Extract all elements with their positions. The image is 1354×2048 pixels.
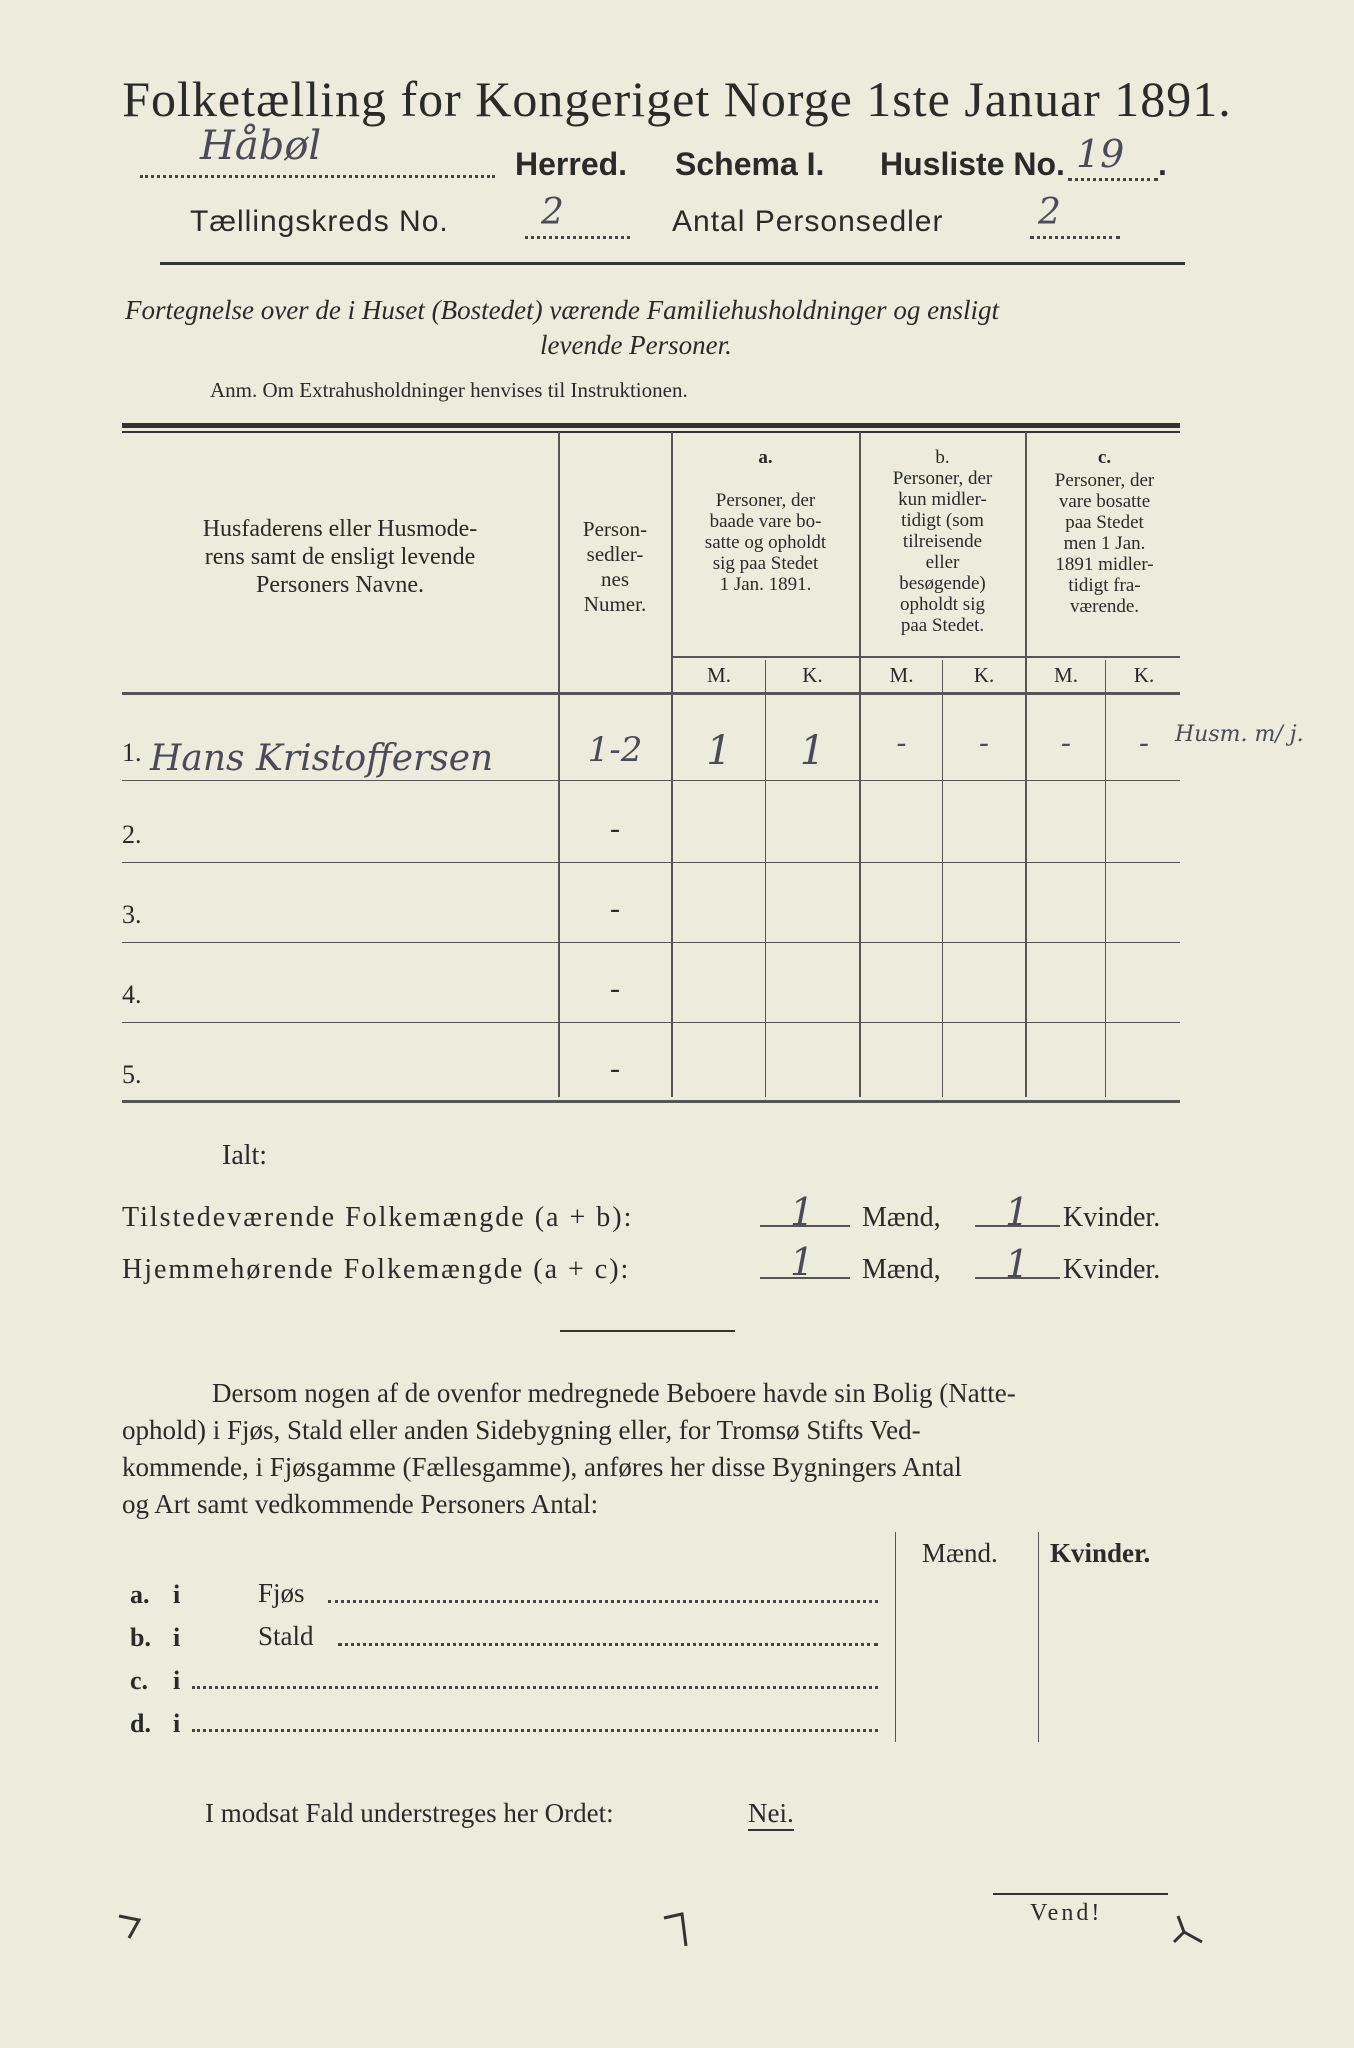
- tilst-label: Tilstedeværende Folkemængde (a + b):: [122, 1202, 634, 1233]
- col-header-b-line: tidigt (som: [901, 510, 984, 531]
- schema-label: Schema I.: [675, 146, 825, 182]
- separator-rule: [560, 1330, 735, 1332]
- tilst-k-value: 1: [1005, 1190, 1030, 1234]
- col-header-c-line: tidigt fra-: [1068, 575, 1141, 596]
- antal-value: 2: [1038, 192, 1061, 233]
- kvinder-label: Kvinder.: [1063, 1202, 1161, 1233]
- col-header-b-line: eller: [925, 552, 960, 573]
- buildings-paragraph: [122, 1375, 1182, 1523]
- k-label: K.: [1133, 663, 1155, 687]
- building-key: a.: [130, 1580, 150, 1609]
- table-top-rule: [122, 423, 1180, 428]
- table-bottom-rule: [122, 1100, 1180, 1103]
- header-rule: [160, 262, 1185, 265]
- col-header-a-line: baade vare bo-: [709, 511, 822, 532]
- col-header-b-line: Personer, der: [892, 468, 993, 489]
- row-rule: [122, 1022, 1180, 1023]
- buildings-divider: [895, 1532, 896, 1742]
- vend-rule: [993, 1893, 1168, 1895]
- corner-mark-icon: [1170, 1912, 1206, 1948]
- intro-line2: levende Personer.: [540, 330, 732, 360]
- row-rule: [122, 862, 1180, 863]
- ialt-label: Ialt:: [222, 1140, 268, 1171]
- sedler-number: 1-2: [587, 730, 643, 770]
- modsat-text: I modsat Fald understreges her Ordet:: [205, 1798, 614, 1828]
- row-rule: [122, 942, 1180, 943]
- building-key: d.: [130, 1709, 151, 1738]
- m-label: M.: [707, 663, 731, 687]
- k-label: K.: [802, 663, 823, 687]
- col-header-c-line: værende.: [1069, 596, 1140, 617]
- building-key: b.: [130, 1623, 151, 1652]
- col-header-a-line: sig paa Stedet: [712, 553, 819, 574]
- sedler-number: -: [610, 972, 620, 1005]
- b-m-value: -: [896, 726, 907, 761]
- sedler-number: -: [610, 892, 620, 925]
- herred-value: Håbøl: [200, 123, 322, 169]
- col-header-b-line: paa Stedet.: [900, 615, 985, 636]
- hjem-m-value: 1: [790, 1240, 815, 1284]
- col-header-b-line: tilreisende: [902, 531, 983, 552]
- sedler-number: -: [610, 1052, 620, 1085]
- c-k-value: -: [1138, 726, 1150, 761]
- anm-note: Anm. Om Extrahusholdninger henvises til Instruktionen.: [210, 378, 688, 402]
- b-k-value: -: [978, 726, 990, 761]
- row-number: 5.: [122, 1060, 142, 1089]
- kreds-field: [525, 192, 630, 239]
- col-header-c-line: men 1 Jan.: [1063, 533, 1146, 554]
- antal-label: Antal Personsedler: [672, 205, 944, 238]
- paragraph-line: kommende, i Fjøsgamme (Fællesgamme), anføres her disse Bygningers Antal: [122, 1452, 962, 1482]
- paragraph-line: ophold) i Fjøs, Stald eller anden Sidebygning eller, for Tromsø Stifts Ved-: [122, 1415, 921, 1445]
- col-header-a-line: 1 Jan. 1891.: [719, 574, 812, 595]
- a-m-value: 1: [706, 728, 732, 774]
- col-header-c-line: vare bosatte: [1058, 491, 1151, 512]
- hjem-k-value: 1: [1005, 1242, 1030, 1286]
- header-bottom-rule: [122, 692, 1180, 695]
- row-number: 1.: [122, 738, 142, 767]
- col-header-b-line: besøgende): [899, 573, 986, 594]
- col-header-number-line: sedler-: [586, 542, 644, 566]
- mk-rule: [671, 656, 1180, 658]
- row-number: 3.: [122, 900, 142, 929]
- building-dots: [338, 1643, 878, 1646]
- kreds-value: 2: [541, 192, 564, 233]
- c-m-value: -: [1060, 726, 1072, 761]
- col-header-b-line: opholdt sig: [900, 594, 985, 615]
- building-dots: [192, 1729, 878, 1732]
- buildings-kvinder-head: Kvinder.: [1050, 1538, 1151, 1568]
- building-dots: [328, 1600, 878, 1603]
- building-i: i: [173, 1709, 181, 1738]
- col-header-name-line: Personers Navne.: [256, 572, 424, 598]
- maend-label: Mænd,: [862, 1202, 941, 1233]
- col-header-number-line: Numer.: [583, 592, 647, 616]
- husliste-label: Husliste No.: [880, 146, 1065, 182]
- building-dots: [192, 1686, 878, 1689]
- husliste-field: [1068, 132, 1158, 181]
- col-header-c-key: c.: [1097, 447, 1112, 468]
- col-header-c: [1027, 447, 1182, 617]
- col-header-a-line: Personer, der: [715, 490, 816, 511]
- antal-field: [1030, 192, 1120, 239]
- corner-mark-icon: [660, 1910, 690, 1950]
- col-header-b-key: b.: [935, 447, 950, 468]
- herred-field: [140, 123, 495, 178]
- corner-mark-icon: [115, 1910, 145, 1940]
- col-header-b: [861, 447, 1024, 636]
- building-i: i: [173, 1623, 181, 1652]
- col-header-a: [673, 447, 858, 595]
- building-i: i: [173, 1666, 181, 1695]
- col-header-name-line: Husfaderens eller Husmode-: [202, 516, 478, 542]
- table-top-rule-2: [122, 431, 1180, 433]
- paragraph-line: Dersom nogen af de ovenfor medregnede Beboere havde sin Bolig (Natte-: [212, 1378, 1016, 1408]
- row-number: 4.: [122, 980, 142, 1009]
- vend-text: Vend!: [1030, 1900, 1103, 1926]
- buildings-maend-head: Mænd.: [922, 1538, 998, 1568]
- nei-word: Nei.: [748, 1798, 794, 1831]
- herred-label: Herred.: [515, 146, 628, 182]
- col-header-number-line: nes: [601, 567, 629, 591]
- building-label-fjos: Fjøs: [258, 1578, 305, 1608]
- building-i: i: [173, 1580, 181, 1609]
- margin-note: Husm. m/ j.: [1175, 722, 1304, 747]
- col-divider: [765, 660, 766, 1097]
- hjem-label: Hjemmehørende Folkemængde (a + c):: [122, 1254, 631, 1285]
- person-name: Hans Kristoffersen: [150, 738, 494, 779]
- col-header-c-line: paa Stedet: [1065, 512, 1144, 533]
- sedler-number: -: [610, 812, 620, 845]
- m-label: M.: [889, 663, 914, 687]
- kvinder-label: Kvinder.: [1063, 1254, 1161, 1285]
- husliste-value: 19: [1076, 132, 1125, 176]
- husliste-period: .: [1158, 146, 1167, 182]
- row-number: 2.: [122, 820, 142, 849]
- col-header-c-line: Personer, der: [1054, 470, 1155, 491]
- buildings-divider: [1038, 1532, 1039, 1742]
- k-label: K.: [973, 663, 995, 687]
- maend-label: Mænd,: [862, 1254, 941, 1285]
- page-title: Folketælling for Kongeriget Norge 1ste Januar 1891.: [122, 71, 1232, 127]
- a-k-value: 1: [799, 728, 826, 774]
- building-label-stald: Stald: [258, 1621, 314, 1651]
- paragraph-line: og Art samt vedkommende Personers Antal:: [122, 1489, 599, 1519]
- col-header-a-key: a.: [758, 447, 773, 468]
- m-label: M.: [1054, 663, 1078, 687]
- row-rule: [122, 780, 1180, 781]
- col-header-a-line: satte og opholdt: [704, 532, 827, 553]
- col-header-c-line: 1891 midler-: [1055, 554, 1154, 575]
- col-header-number-line: Person-: [582, 517, 648, 541]
- col-header-b-line: kun midler-: [898, 489, 987, 510]
- intro-line1: Fortegnelse over de i Huset (Bostedet) værende Familiehusholdninger og ensligt: [125, 295, 1000, 325]
- col-header-name-line: rens samt de ensligt levende: [204, 544, 476, 570]
- building-key: c.: [130, 1666, 149, 1695]
- col-header-name: [135, 515, 545, 599]
- kreds-label: Tællingskreds No.: [190, 205, 449, 238]
- col-header-number: [560, 517, 670, 617]
- tilst-m-value: 1: [790, 1190, 815, 1234]
